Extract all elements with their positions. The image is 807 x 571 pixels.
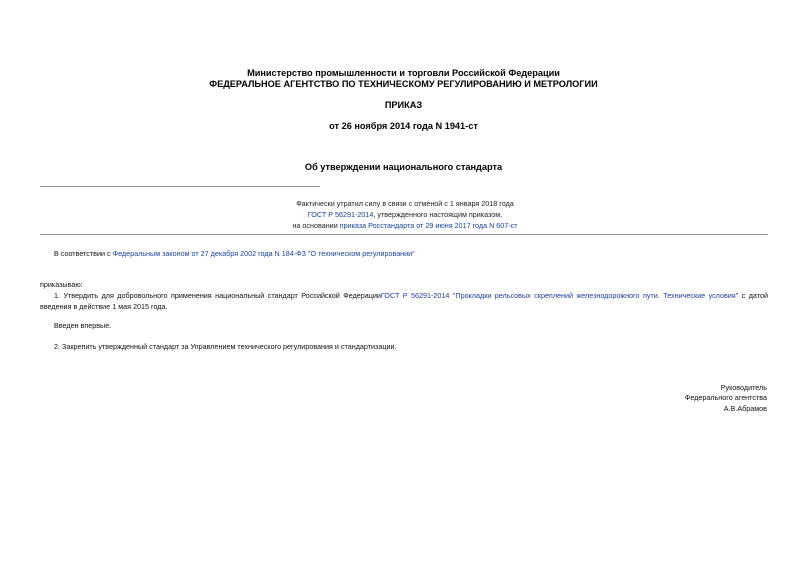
ministry-title: Министерство промышленности и торговли Российской Федерации: [247, 68, 560, 78]
status-note-line3-text: на основании: [292, 221, 340, 230]
item-1-date-text: с датой введения в действие 1 мая 2015 года.: [40, 291, 768, 311]
item-1-text: 1. Утвердить для добровольного применения национальный стандарт Российской Федерации: [54, 291, 381, 300]
document-type: ПРИКАЗ: [384, 100, 423, 110]
standard-link[interactable]: ГОСТ Р 56291-2014 "Прокладки рельсовых скреплений железнодорожного пути. Технические условия": [380, 291, 739, 300]
status-note-line3: [250, 220, 560, 231]
status-note-line1: Фактически утратил силу в связи с отменой с 1 января 2018 года: [296, 199, 514, 208]
signature-title-2: Федерального агентства: [684, 393, 767, 402]
status-note-line2-text: , утвержденного настоящим приказом,: [373, 210, 503, 219]
document-subject: Об утверждении национального стандарта: [304, 162, 503, 172]
item-2-paragraph: 2. Закрепить утвержденный стандарт за Управлением технического регулирования и стандартизации.: [54, 342, 397, 351]
status-note-line2: [250, 209, 560, 220]
introduced-first-time: Введен впервые.: [54, 321, 112, 330]
federal-law-link[interactable]: Федеральным законом от 27 декабря 2002 года N 184-ФЗ "О техническом регулировании": [112, 249, 415, 258]
intro-paragraph: [54, 249, 415, 260]
order-word: приказываю:: [40, 280, 83, 289]
intro-text: В соответствии с: [54, 249, 113, 258]
full-divider: [40, 234, 768, 235]
gost-link[interactable]: ГОСТ Р 56291-2014: [307, 210, 374, 219]
item-1-paragraph: [40, 290, 768, 312]
signature-title-1: Руководитель: [720, 383, 767, 392]
rosstandart-order-link[interactable]: приказа Росстандарта от 29 июня 2017 года N 607-ст: [339, 221, 518, 230]
agency-title: ФЕДЕРАЛЬНОЕ АГЕНТСТВО ПО ТЕХНИЧЕСКОМУ РЕГУЛИРОВАНИЮ И МЕТРОЛОГИИ: [209, 79, 598, 89]
signature-name: А.В.Абрамов: [723, 404, 767, 413]
document-date-number: от 26 ноября 2014 года N 1941-ст: [329, 121, 478, 131]
short-divider: [40, 186, 320, 187]
